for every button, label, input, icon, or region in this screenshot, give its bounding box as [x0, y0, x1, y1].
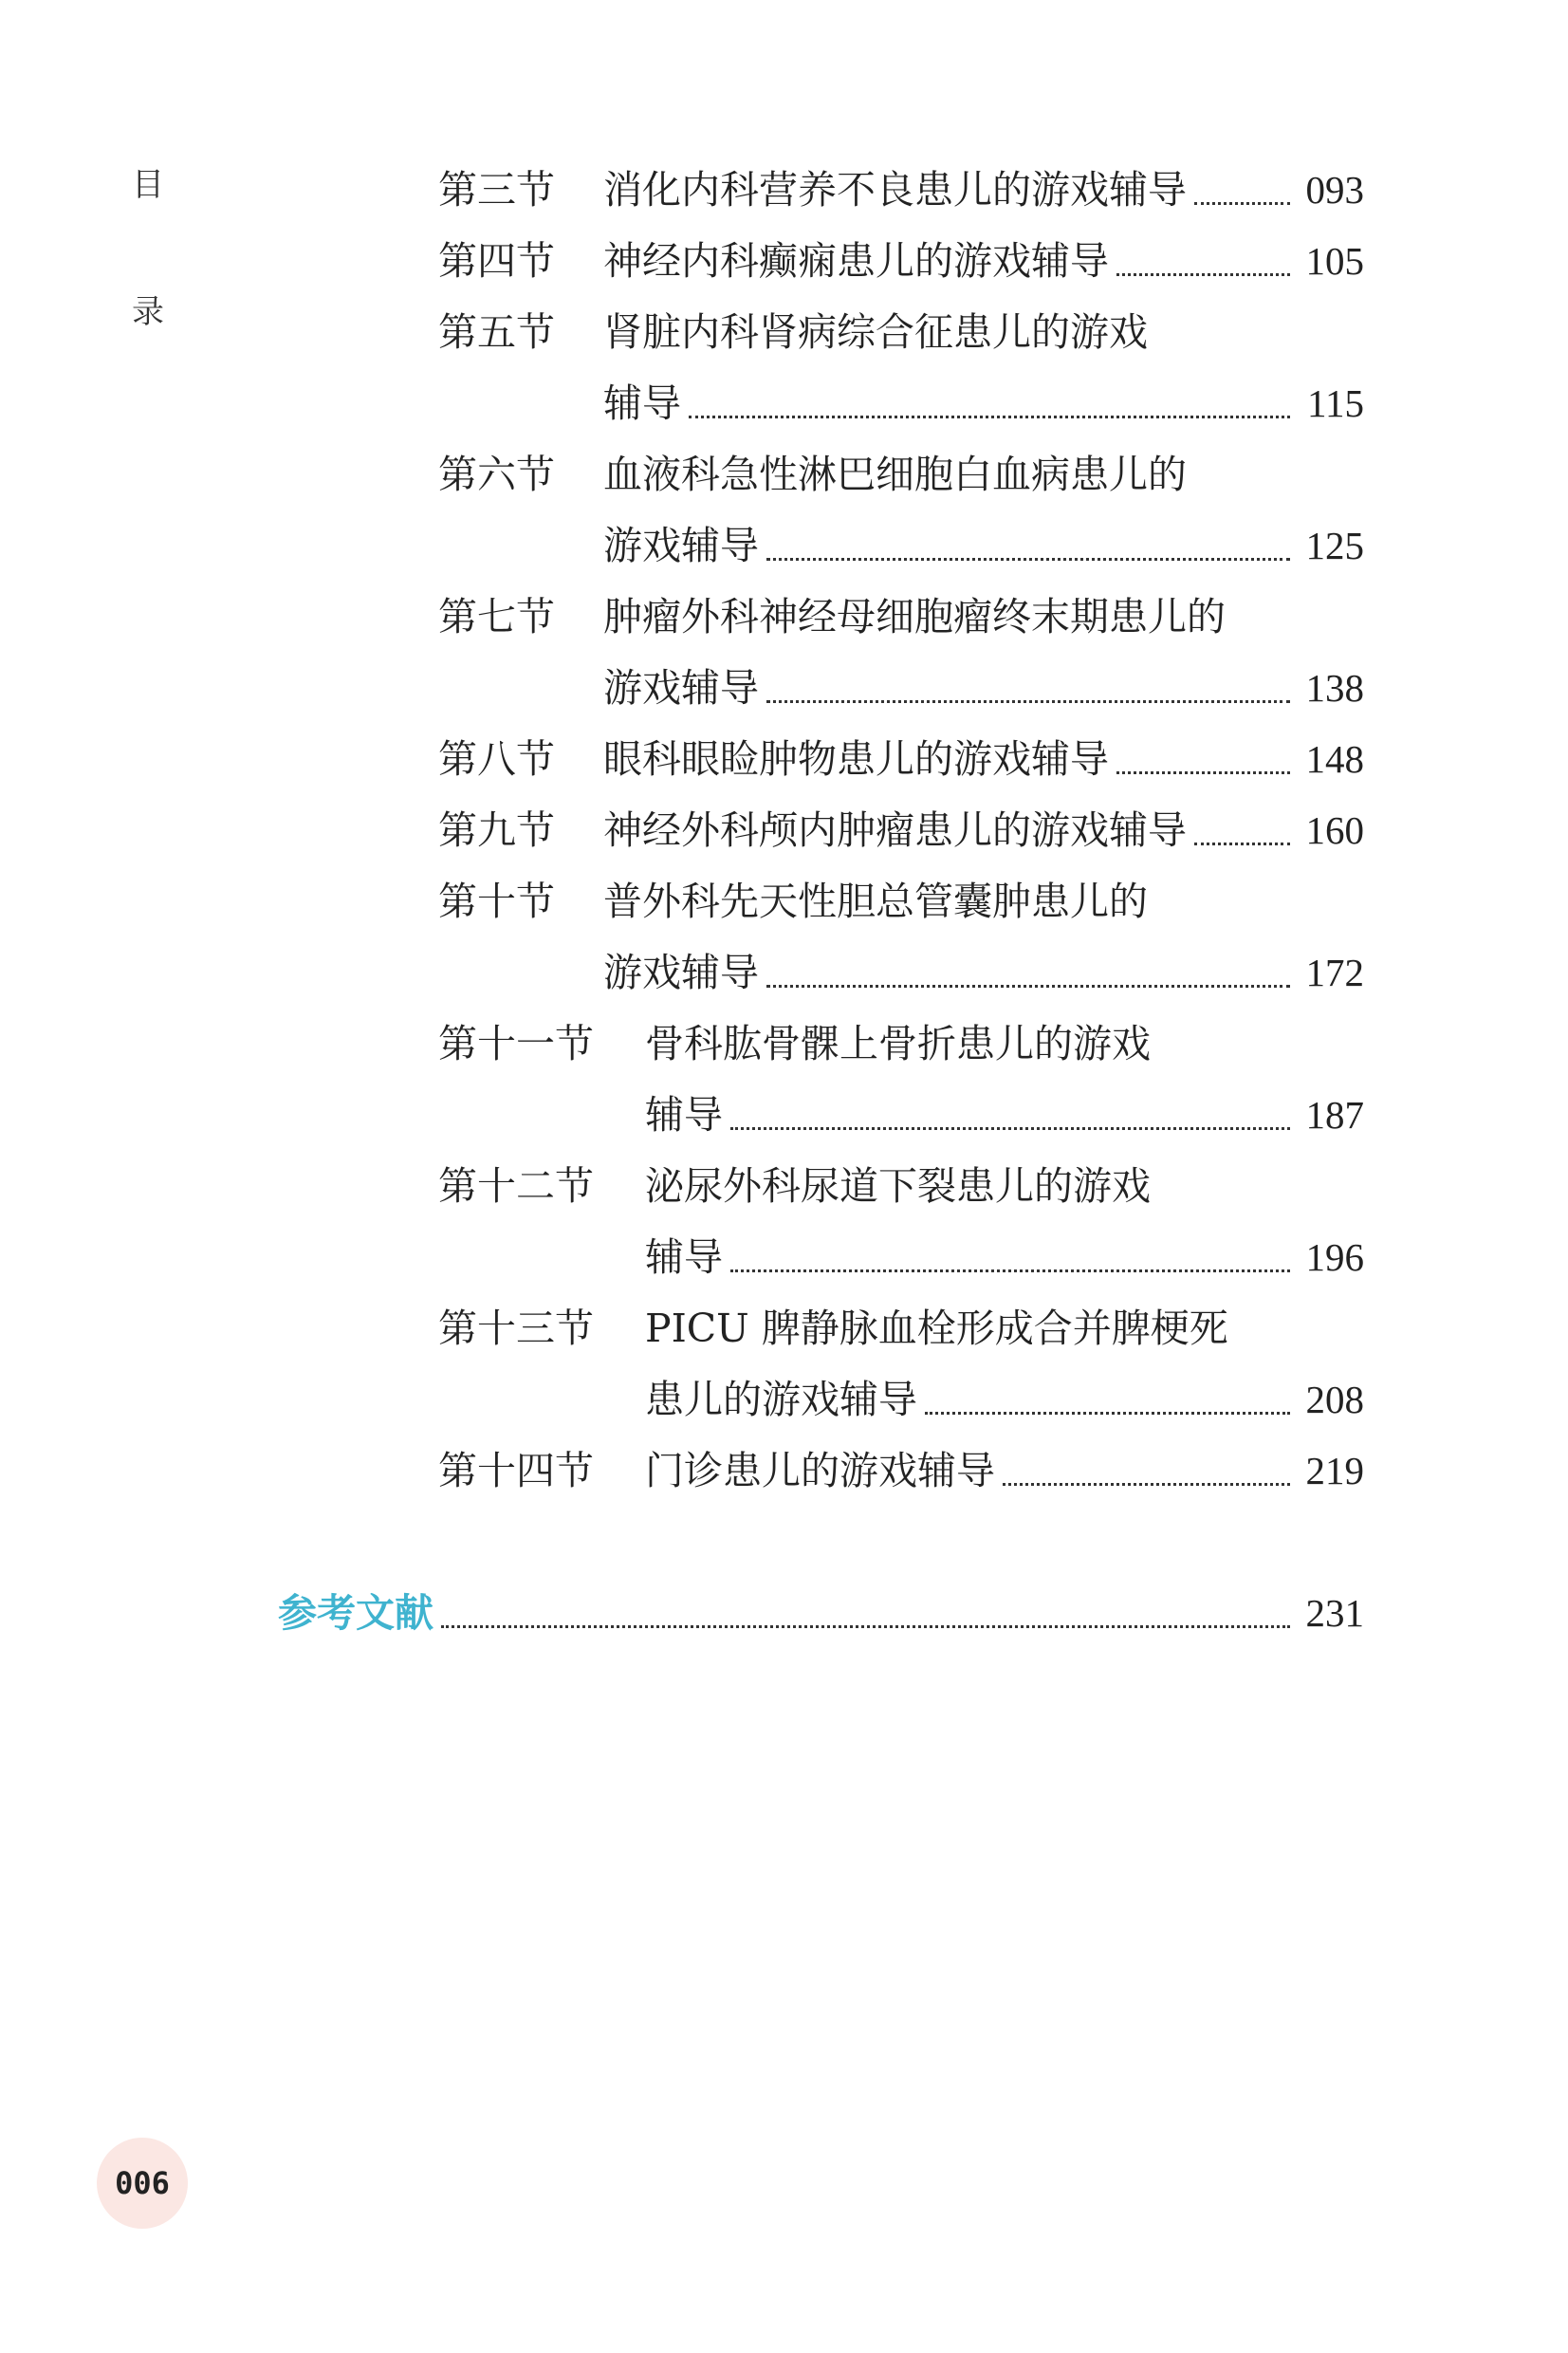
toc-entry-title: 肾脏内科肾病综合征患儿的游戏: [603, 309, 1148, 355]
toc-dot-leader: [730, 1127, 1290, 1130]
toc-page-number: 196: [1305, 1235, 1364, 1279]
toc-entry-title-cont: 游戏辅导: [603, 523, 759, 568]
toc-entry-title: 肿瘤外科神经母细胞瘤终末期患儿的: [603, 594, 1226, 639]
toc-page-number: 208: [1305, 1378, 1364, 1421]
toc-entry[interactable]: [0, 802, 1364, 859]
toc-entry-continuation[interactable]: [0, 659, 1364, 716]
toc-page-number: 138: [1305, 666, 1364, 710]
toc-entry-title-cont: 游戏辅导: [603, 950, 759, 995]
toc-dot-leader: [1194, 843, 1290, 845]
toc-entry-title: 眼科眼睑肿物患儿的游戏辅导: [603, 736, 1109, 782]
toc-entry-title-cont: 患儿的游戏辅导: [645, 1377, 917, 1422]
toc-page-number: 148: [1305, 737, 1364, 781]
toc-entry-continuation[interactable]: [0, 1086, 1364, 1143]
toc-side-label-mu: 目: [132, 166, 164, 204]
toc-dot-leader: [766, 700, 1290, 703]
toc-dot-leader: [766, 558, 1290, 561]
toc-dot-leader: [1194, 202, 1290, 205]
toc-entry[interactable]: [0, 873, 1364, 930]
toc-dot-leader: [1003, 1483, 1290, 1486]
page-number-badge: 006: [97, 2138, 188, 2229]
toc-page-number: 219: [1305, 1449, 1364, 1492]
toc-section-number: 第十四节: [438, 1448, 594, 1493]
toc-entry[interactable]: [0, 1442, 1364, 1499]
toc-section-number: 第十一节: [438, 1021, 594, 1066]
toc-side-label-lu: 录: [132, 293, 164, 331]
toc-entry-title-cont: 辅导: [645, 1092, 723, 1138]
toc-references-entry[interactable]: [0, 1584, 1364, 1641]
toc-entry-continuation[interactable]: [0, 1229, 1364, 1286]
toc-entry[interactable]: [0, 588, 1364, 645]
toc-entry-title: 泌尿外科尿道下裂患儿的游戏: [645, 1163, 1151, 1209]
toc-entry[interactable]: [0, 1300, 1364, 1357]
toc-page-number: 172: [1305, 951, 1364, 994]
toc-entry[interactable]: [0, 161, 1364, 218]
toc-section-number: 第七节: [438, 594, 555, 639]
toc-dot-leader: [925, 1412, 1290, 1415]
toc-entry-title: 骨科肱骨髁上骨折患儿的游戏: [645, 1021, 1151, 1066]
toc-section-number: 第十节: [438, 879, 555, 924]
toc-page-number: 115: [1307, 381, 1364, 425]
toc-entry-title: PICU 脾静脉血栓形成合并脾梗死: [645, 1306, 1228, 1351]
toc-entry-title-cont: 辅导: [645, 1234, 723, 1280]
toc-section-number: 第四节: [438, 238, 555, 284]
toc-entry[interactable]: [0, 232, 1364, 289]
toc-entry-title: 血液科急性淋巴细胞白血病患儿的: [603, 452, 1187, 497]
toc-section-number: 第六节: [438, 452, 555, 497]
toc-section-number: 第十三节: [438, 1306, 594, 1351]
toc-dot-leader: [1116, 273, 1290, 276]
toc-entry-title: 普外科先天性胆总管囊肿患儿的: [603, 879, 1148, 924]
toc-entry[interactable]: [0, 1015, 1364, 1072]
toc-page-number: 231: [1305, 1591, 1364, 1635]
toc-entry-title: 神经外科颅内肿瘤患儿的游戏辅导: [603, 807, 1187, 853]
toc-entry-title-cont: 游戏辅导: [603, 665, 759, 711]
toc-entry[interactable]: [0, 731, 1364, 787]
toc-page-number: 160: [1305, 808, 1364, 852]
toc-section-number: 第十二节: [438, 1163, 594, 1209]
toc-entry-continuation[interactable]: [0, 944, 1364, 1001]
toc-entry-continuation[interactable]: [0, 517, 1364, 574]
toc-dot-leader: [766, 985, 1290, 988]
toc-dot-leader: [730, 1269, 1290, 1272]
toc-entry-continuation[interactable]: [0, 375, 1364, 432]
toc-entry-title-cont: 辅导: [603, 380, 681, 426]
toc-dot-leader: [1116, 771, 1290, 774]
toc-section-number: 第三节: [438, 167, 555, 213]
toc-entry[interactable]: [0, 304, 1364, 361]
toc-section-number: 第九节: [438, 807, 555, 853]
toc-entry-title: 消化内科营养不良患儿的游戏辅导: [603, 167, 1187, 213]
references-title: 参考文献: [278, 1590, 434, 1636]
toc-page-number: 105: [1305, 239, 1364, 283]
toc-page-number: 125: [1305, 524, 1364, 567]
toc-page-number: 093: [1305, 168, 1364, 212]
toc-page-number: 187: [1305, 1093, 1364, 1137]
toc-section-number: 第八节: [438, 736, 555, 782]
toc-section-number: 第五节: [438, 309, 555, 355]
toc-entry-title: 门诊患儿的游戏辅导: [645, 1448, 995, 1493]
toc-entry[interactable]: [0, 1158, 1364, 1214]
toc-dot-leader: [441, 1625, 1290, 1628]
toc-entry-title: 神经内科癫痫患儿的游戏辅导: [603, 238, 1109, 284]
toc-entry[interactable]: [0, 446, 1364, 503]
toc-dot-leader: [689, 416, 1290, 418]
toc-entry-continuation[interactable]: [0, 1371, 1364, 1428]
